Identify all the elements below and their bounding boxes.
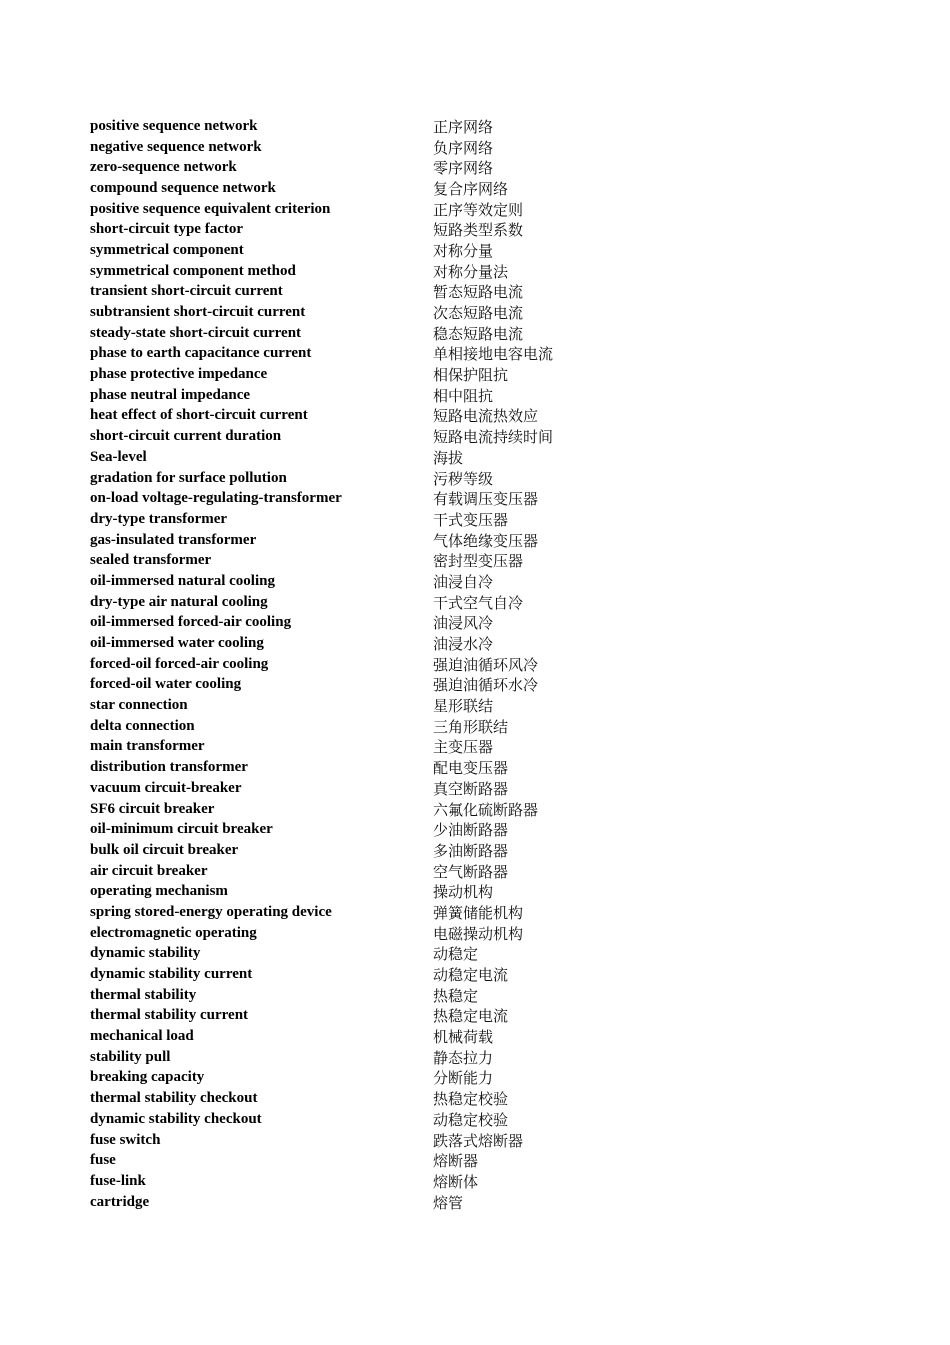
glossary-row: [90, 799, 850, 820]
glossary-row: [90, 1006, 850, 1027]
glossary-row: [90, 964, 850, 985]
chinese-term: 跌落式熔断器: [433, 1131, 524, 1150]
chinese-term: 主变压器: [433, 738, 494, 757]
chinese-term: 正序网络: [433, 117, 494, 136]
glossary-row: [90, 550, 850, 571]
english-term: phase to earth capacitance current: [90, 345, 312, 362]
english-term: steady-state short-circuit current: [90, 324, 302, 341]
chinese-term: 负序网络: [433, 138, 494, 157]
english-term: fuse: [90, 1152, 116, 1169]
glossary-row: [90, 261, 850, 282]
english-term: oil-immersed natural cooling: [90, 572, 275, 589]
english-term: vacuum circuit-breaker: [90, 779, 242, 796]
glossary-row: [90, 530, 850, 551]
chinese-term: 稳态短路电流: [433, 324, 524, 343]
chinese-term: 有载调压变压器: [433, 490, 539, 509]
chinese-term: 对称分量: [433, 241, 494, 260]
glossary-row: [90, 1109, 850, 1130]
chinese-term: 电磁操动机构: [433, 924, 524, 943]
glossary-row: [90, 778, 850, 799]
english-term: distribution transformer: [90, 759, 248, 776]
glossary-row: [90, 592, 850, 613]
chinese-term: 动稳定: [433, 945, 479, 964]
glossary-row: [90, 1171, 850, 1192]
glossary-row: [90, 695, 850, 716]
glossary-row: [90, 240, 850, 261]
english-term: fuse-link: [90, 1172, 146, 1189]
glossary-row: [90, 654, 850, 675]
glossary-row: [90, 861, 850, 882]
chinese-term: 复合序网络: [433, 179, 509, 198]
english-term: dynamic stability checkout: [90, 1110, 262, 1127]
english-term: positive sequence equivalent criterion: [90, 200, 331, 217]
english-term: stability pull: [90, 1048, 171, 1065]
glossary-row: [90, 1088, 850, 1109]
english-term: thermal stability checkout: [90, 1090, 258, 1107]
english-term: oil-immersed forced-air cooling: [90, 614, 292, 631]
english-term: thermal stability current: [90, 1007, 249, 1024]
chinese-term: 油浸水冷: [433, 635, 494, 654]
chinese-term: 单相接地电容电流: [433, 345, 554, 364]
english-term: forced-oil forced-air cooling: [90, 655, 269, 672]
english-term: star connection: [90, 697, 188, 714]
chinese-term: 气体绝缘变压器: [433, 531, 539, 550]
english-term: symmetrical component: [90, 241, 244, 258]
glossary-row: [90, 447, 850, 468]
chinese-term: 强迫油循环水冷: [433, 676, 539, 695]
glossary-row: [90, 757, 850, 778]
glossary-row: [90, 468, 850, 489]
english-term: gradation for surface pollution: [90, 469, 287, 486]
chinese-term: 海拔: [433, 448, 464, 467]
chinese-term: 熔断体: [433, 1172, 479, 1191]
chinese-term: 动稳定电流: [433, 966, 509, 985]
glossary-row: [90, 613, 850, 634]
english-term: air circuit breaker: [90, 862, 208, 879]
glossary-row: [90, 323, 850, 344]
chinese-term: 零序网络: [433, 159, 494, 178]
english-term: oil-minimum circuit breaker: [90, 821, 273, 838]
english-term: symmetrical component method: [90, 262, 296, 279]
chinese-term: 配电变压器: [433, 759, 509, 778]
glossary-row: [90, 385, 850, 406]
english-term: breaking capacity: [90, 1069, 205, 1086]
glossary-row: [90, 302, 850, 323]
chinese-term: 短路类型系数: [433, 221, 524, 240]
glossary-row: [90, 633, 850, 654]
chinese-term: 六氟化硫断路器: [433, 800, 539, 819]
glossary-row: [90, 571, 850, 592]
glossary-row: [90, 819, 850, 840]
english-term: negative sequence network: [90, 138, 262, 155]
english-term: forced-oil water cooling: [90, 676, 242, 693]
chinese-term: 干式空气自冷: [433, 593, 524, 612]
glossary-row: [90, 923, 850, 944]
chinese-term: 真空断路器: [433, 779, 509, 798]
chinese-term: 污秽等级: [433, 469, 494, 488]
chinese-term: 相保护阻抗: [433, 366, 509, 385]
chinese-term: 相中阻抗: [433, 386, 494, 405]
glossary-row: [90, 716, 850, 737]
chinese-term: 正序等效定则: [433, 200, 524, 219]
english-term: heat effect of short-circuit current: [90, 407, 308, 424]
chinese-term: 热稳定电流: [433, 1007, 509, 1026]
english-term: fuse switch: [90, 1131, 161, 1148]
english-term: oil-immersed water cooling: [90, 635, 264, 652]
glossary-row: [90, 178, 850, 199]
glossary-row: [90, 137, 850, 158]
english-term: short-circuit current duration: [90, 428, 282, 445]
glossary-row: [90, 1068, 850, 1089]
english-term: delta connection: [90, 717, 195, 734]
glossary-row: [90, 881, 850, 902]
english-term: cartridge: [90, 1193, 150, 1210]
english-term: zero-sequence network: [90, 159, 237, 176]
chinese-term: 熔断器: [433, 1152, 479, 1171]
glossary-row: [90, 116, 850, 137]
chinese-term: 油浸风冷: [433, 614, 494, 633]
glossary-row: [90, 675, 850, 696]
glossary-row: [90, 985, 850, 1006]
chinese-term: 空气断路器: [433, 862, 509, 881]
chinese-term: 热稳定: [433, 986, 479, 1005]
glossary-row: [90, 199, 850, 220]
glossary-row: [90, 1047, 850, 1068]
english-term: phase protective impedance: [90, 366, 268, 383]
chinese-term: 多油断路器: [433, 841, 509, 860]
chinese-term: 干式变压器: [433, 510, 509, 529]
glossary-row: [90, 1192, 850, 1213]
english-term: mechanical load: [90, 1028, 194, 1045]
english-term: on-load voltage-regulating-transformer: [90, 490, 342, 507]
english-term: thermal stability: [90, 986, 197, 1003]
chinese-term: 机械荷载: [433, 1028, 494, 1047]
chinese-term: 星形联结: [433, 697, 494, 716]
english-term: subtransient short-circuit current: [90, 304, 306, 321]
glossary-row: [90, 1026, 850, 1047]
glossary-row: [90, 902, 850, 923]
english-term: transient short-circuit current: [90, 283, 283, 300]
english-term: electromagnetic operating: [90, 924, 257, 941]
glossary-row: [90, 219, 850, 240]
chinese-term: 密封型变压器: [433, 552, 524, 571]
english-term: compound sequence network: [90, 179, 276, 196]
glossary-row: [90, 426, 850, 447]
glossary-row: [90, 282, 850, 303]
glossary-row: [90, 488, 850, 509]
chinese-term: 静态拉力: [433, 1048, 494, 1067]
english-term: SF6 circuit breaker: [90, 800, 215, 817]
english-term: dry-type air natural cooling: [90, 593, 268, 610]
english-term: dynamic stability current: [90, 966, 253, 983]
english-term: Sea-level: [90, 448, 147, 465]
english-term: short-circuit type factor: [90, 221, 244, 238]
english-term: spring stored-energy operating device: [90, 903, 332, 920]
glossary-list: [90, 116, 850, 1212]
chinese-term: 熔管: [433, 1193, 464, 1212]
english-term: main transformer: [90, 738, 205, 755]
glossary-row: [90, 406, 850, 427]
chinese-term: 油浸自冷: [433, 572, 494, 591]
chinese-term: 少油断路器: [433, 821, 509, 840]
english-term: phase neutral impedance: [90, 386, 251, 403]
chinese-term: 三角形联结: [433, 717, 509, 736]
chinese-term: 次态短路电流: [433, 304, 524, 323]
chinese-term: 操动机构: [433, 883, 494, 902]
english-term: bulk oil circuit breaker: [90, 841, 239, 858]
english-term: gas-insulated transformer: [90, 531, 257, 548]
glossary-row: [90, 509, 850, 530]
english-term: positive sequence network: [90, 117, 258, 134]
english-term: dynamic stability: [90, 945, 201, 962]
chinese-term: 分断能力: [433, 1069, 494, 1088]
chinese-term: 对称分量法: [433, 262, 509, 281]
chinese-term: 短路电流热效应: [433, 407, 539, 426]
chinese-term: 暂态短路电流: [433, 283, 524, 302]
glossary-row: [90, 364, 850, 385]
chinese-term: 热稳定校验: [433, 1090, 509, 1109]
chinese-term: 短路电流持续时间: [433, 428, 554, 447]
glossary-row: [90, 157, 850, 178]
glossary-row: [90, 840, 850, 861]
english-term: sealed transformer: [90, 552, 212, 569]
glossary-row: [90, 944, 850, 965]
english-term: operating mechanism: [90, 883, 228, 900]
glossary-row: [90, 1130, 850, 1151]
chinese-term: 弹簧储能机构: [433, 903, 524, 922]
chinese-term: 动稳定校验: [433, 1110, 509, 1129]
glossary-row: [90, 344, 850, 365]
glossary-row: [90, 737, 850, 758]
english-term: dry-type transformer: [90, 510, 228, 527]
glossary-row: [90, 1150, 850, 1171]
chinese-term: 强迫油循环风冷: [433, 655, 539, 674]
